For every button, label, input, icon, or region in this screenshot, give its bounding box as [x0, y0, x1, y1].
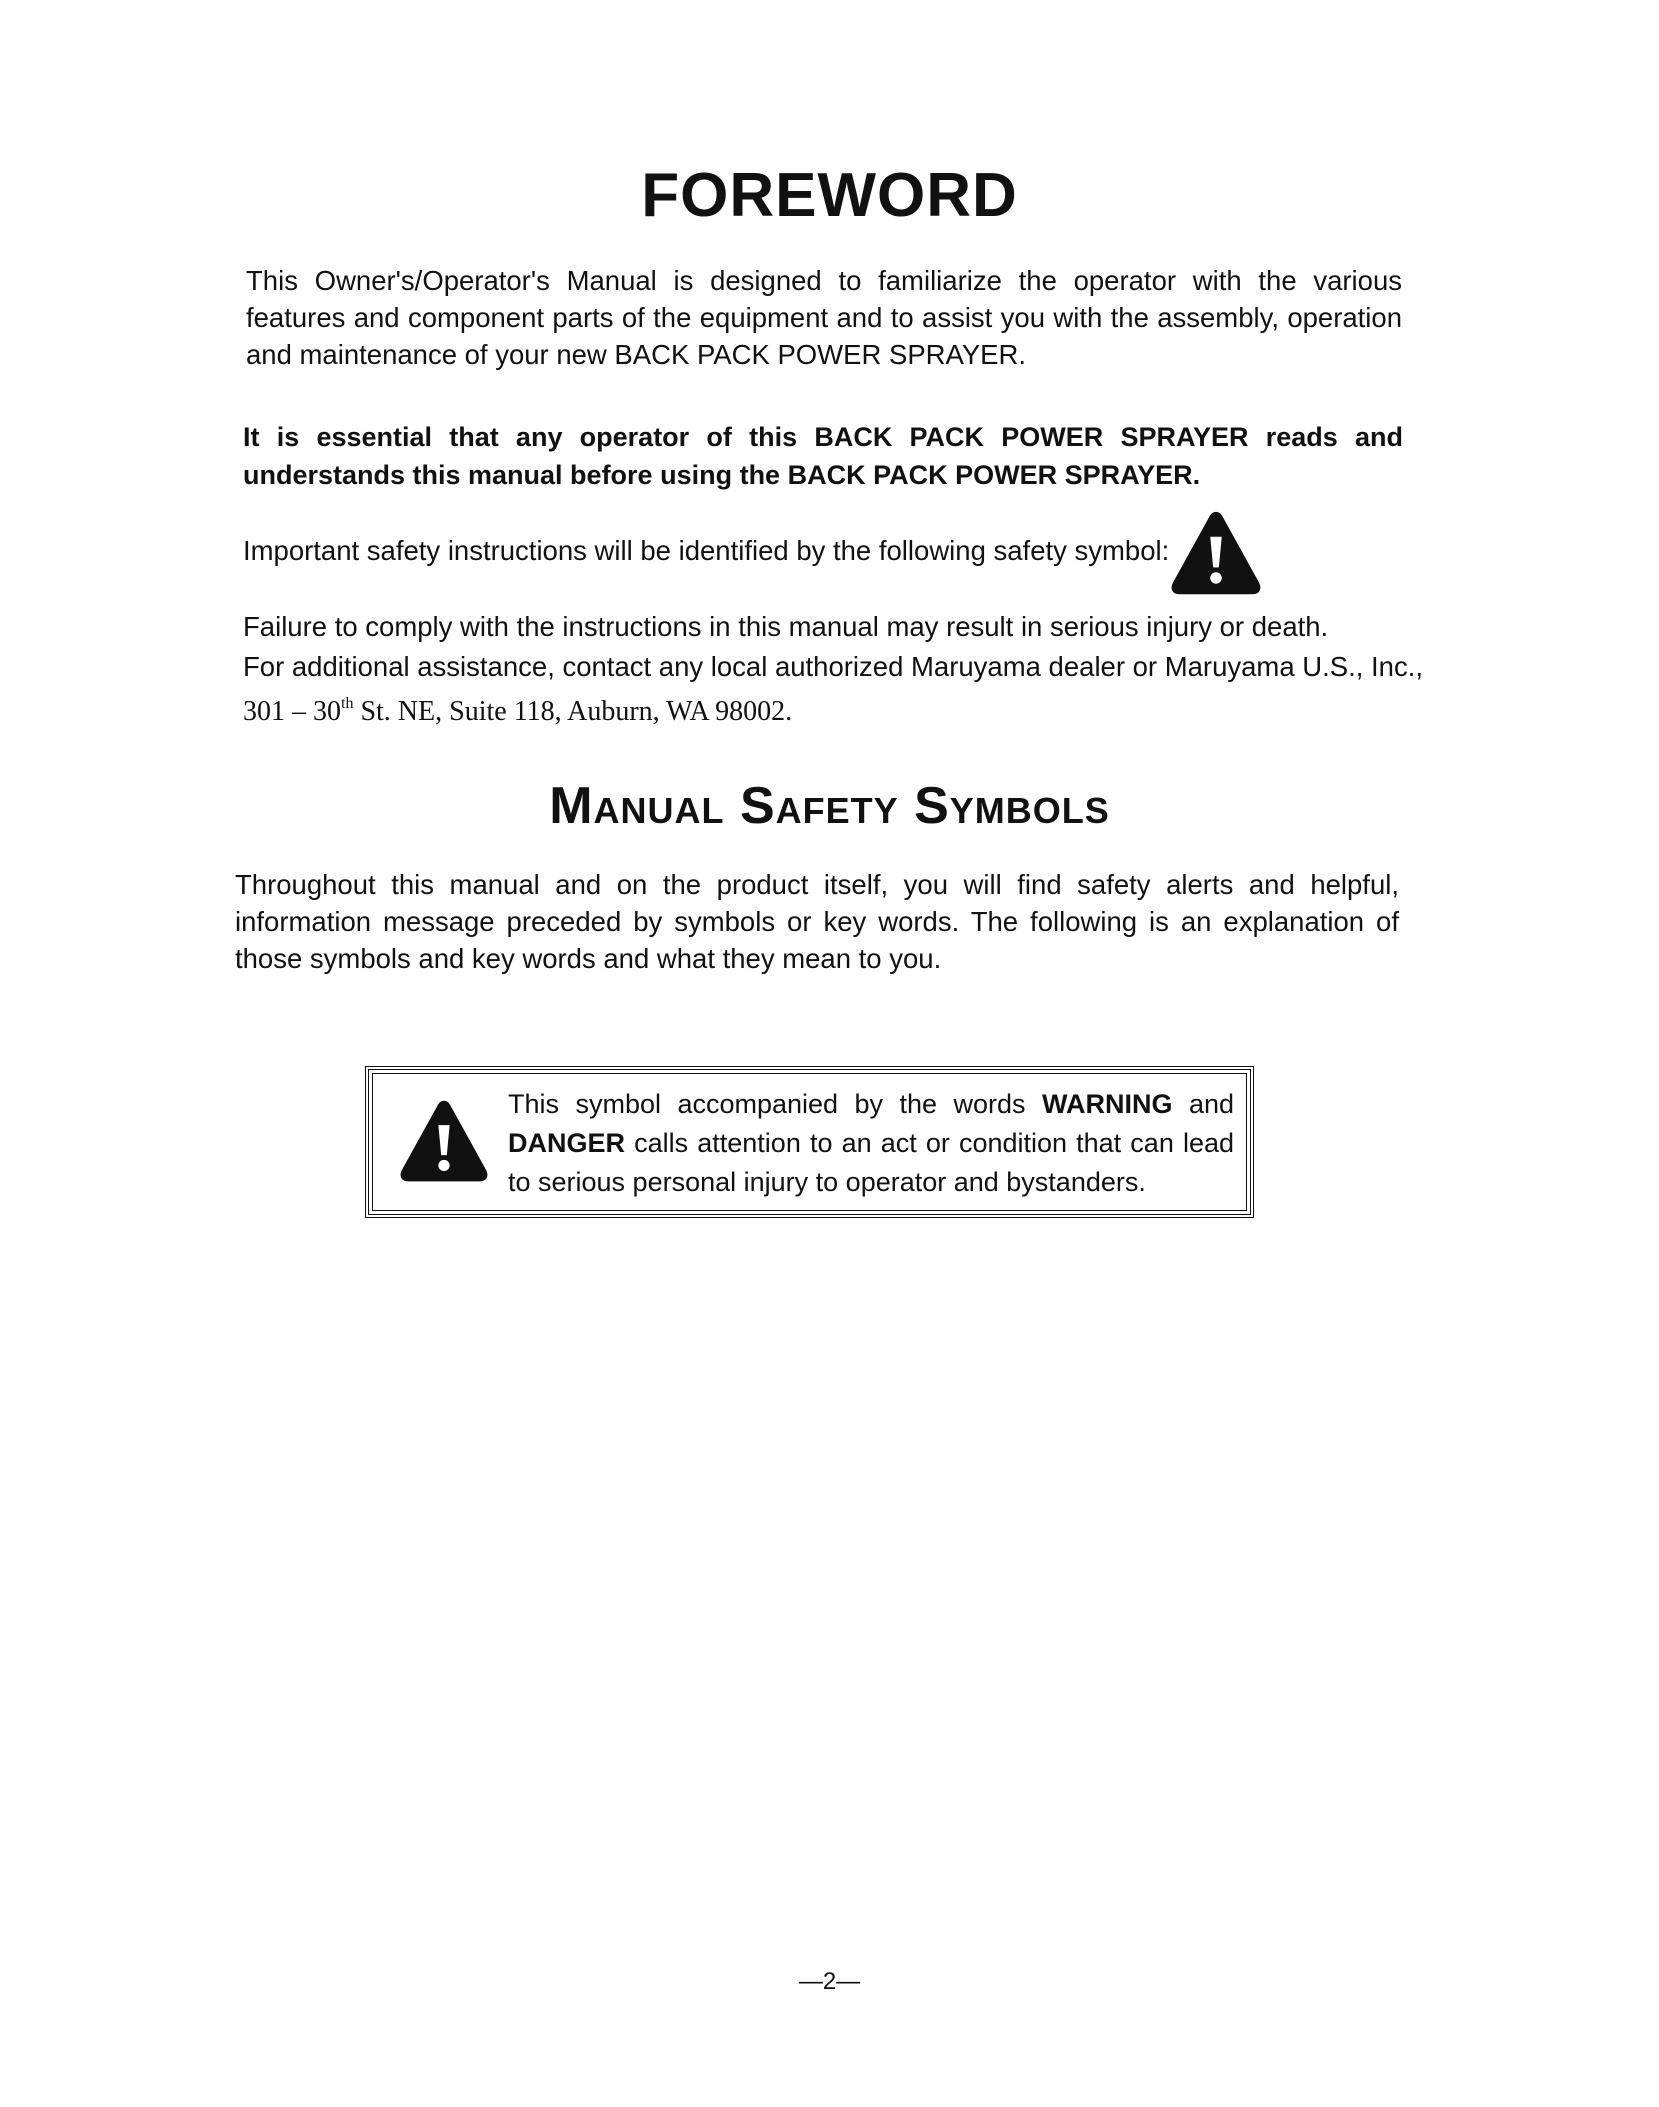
- essential-reading-paragraph: It is essential that any operator of this BACK PACK POWER SPRAYER reads and understands this manual before using the BACK PACK POWER SPRAYER.: [243, 422, 1403, 490]
- page-number: —2—: [798, 1968, 861, 1995]
- failure-warning-text: Failure to comply with the instructions in this manual may result in serious injury or death.: [243, 611, 1329, 642]
- foreword-intro-paragraph: This Owner's/Operator's Manual is designed to familiarize the operator with the various features and component parts of the equipment and to assist you with the assembly, operation and maintenance of your new BACK PACK POWER SPRAYER.: [246, 265, 1402, 370]
- warning-text-after: calls attention to an act or condition that can lead to serious personal injury to operator and bystanders.: [508, 1128, 1234, 1197]
- address-superscript: th: [341, 695, 354, 712]
- warning-callout-text: [508, 1085, 1234, 1202]
- foreword-title: FOREWORD: [641, 161, 1018, 230]
- warning-keyword: WARNING: [1041, 1089, 1173, 1119]
- safety-note-text: Important safety instructions will be identified by the following safety symbol:: [243, 535, 1170, 566]
- address-suffix: St. NE, Suite 118, Auburn, WA 98002.: [353, 696, 793, 727]
- warning-text-and: and: [1172, 1089, 1234, 1119]
- warning-triangle-icon: [1168, 508, 1264, 600]
- warning-text-before: This symbol accompanied by the words: [508, 1089, 1042, 1119]
- danger-keyword: DANGER: [508, 1128, 626, 1158]
- safety-symbols-intro-paragraph: Throughout this manual and on the product itself, you will find safety alerts and helpful, information message preceded by symbols or key words. The following is an explanation of those symbols and key words and what they mean to you.: [235, 869, 1399, 974]
- warning-triangle-icon: [397, 1097, 491, 1187]
- address-prefix: 301 – 30: [243, 696, 341, 727]
- manual-safety-symbols-title: Manual Safety Symbols: [549, 777, 1110, 835]
- assistance-text: For additional assistance, contact any local authorized Maruyama dealer or Maruyama U.S., Inc.,: [243, 651, 1424, 682]
- address-text: [243, 693, 792, 730]
